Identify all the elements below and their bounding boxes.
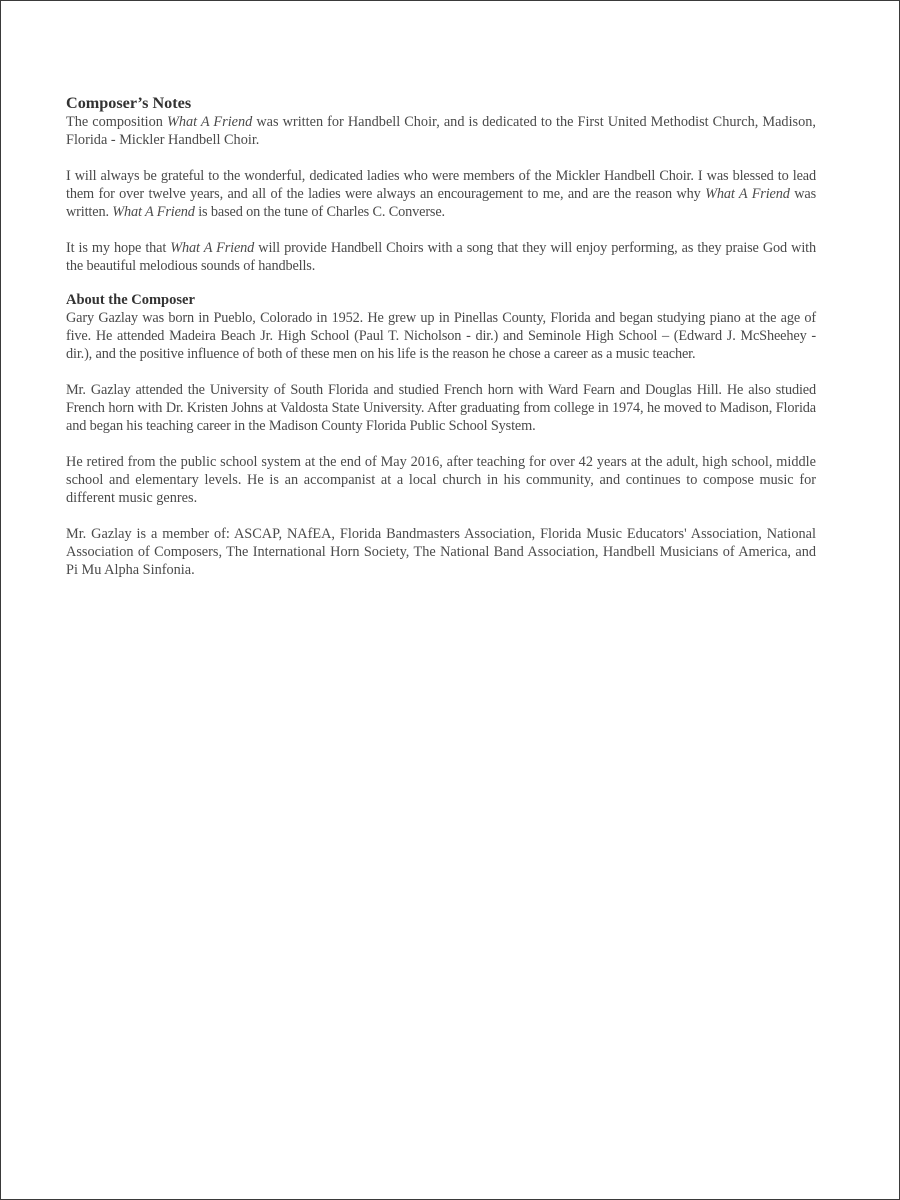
piece-title: What A Friend bbox=[705, 186, 790, 202]
about-composer-heading: About the Composer bbox=[66, 292, 195, 308]
text-run: was written. bbox=[66, 186, 816, 220]
text-run: I will always be grateful to the wonderful, dedicated ladies who were members of the Mickler Handbell Choir. I was blessed to lead them for over twelve years, and all of the ladies were always an encouragement to me, and are the reason why bbox=[66, 168, 816, 202]
about-composer-paragraph-1: Gary Gazlay was born in Pueblo, Colorado in 1952. He grew up in Pinellas County, Florida and began studying piano at the age of five. He attended Madeira Beach Jr. High School (Paul T. Nicholson - dir.) and Seminole High School – (Edward J. McSheehey - dir.), and the positive influence of both of these men on his life is the reason he chose a career as a music teacher. bbox=[66, 310, 816, 362]
composers-notes-paragraph-1 bbox=[66, 113, 816, 149]
text-run: will provide Handbell Choirs with a song that they will enjoy performing, as they praise God with the beautiful melodious sounds of handbells. bbox=[66, 240, 816, 274]
composers-notes-paragraph-3 bbox=[66, 239, 816, 275]
about-composer-paragraph-2: Mr. Gazlay attended the University of South Florida and studied French horn with Ward Fearn and Douglas Hill. He also studied French horn with Dr. Kristen Johns at Valdosta State University. After graduating from college in 1974, he moved to Madison, Florida and began his teaching career in the Madison County Florida Public School System. bbox=[66, 382, 816, 434]
piece-title: What A Friend bbox=[112, 204, 195, 220]
document-body bbox=[66, 93, 816, 597]
about-composer-paragraph-4: Mr. Gazlay is a member of: ASCAP, NAfEA, Florida Bandmasters Association, Florida Music Educators' Association, National Association of Composers, The International Horn Society, The National Band Association, Handbell Musicians of America, and Pi Mu Alpha Sinfonia. bbox=[66, 526, 816, 578]
piece-title: What A Friend bbox=[170, 240, 255, 256]
text-run: The composition bbox=[66, 114, 167, 130]
text-run: is based on the tune of Charles C. Converse. bbox=[194, 204, 445, 220]
text-run: was written for Handbell Choir, and is dedicated to the First United Methodist Church, Madison, Florida - Mickler Handbell Choir. bbox=[66, 114, 816, 148]
composers-notes-paragraph-2 bbox=[66, 167, 816, 221]
about-composer-paragraph-3: He retired from the public school system at the end of May 2016, after teaching for over 42 years at the adult, high school, middle school and elementary levels. He is an accompanist at a local church in his community, and continues to compose music for different music genres. bbox=[66, 454, 816, 506]
piece-title: What A Friend bbox=[166, 114, 253, 130]
composers-notes-heading: Composer’s Notes bbox=[66, 94, 192, 112]
text-run: It is my hope that bbox=[66, 240, 171, 256]
